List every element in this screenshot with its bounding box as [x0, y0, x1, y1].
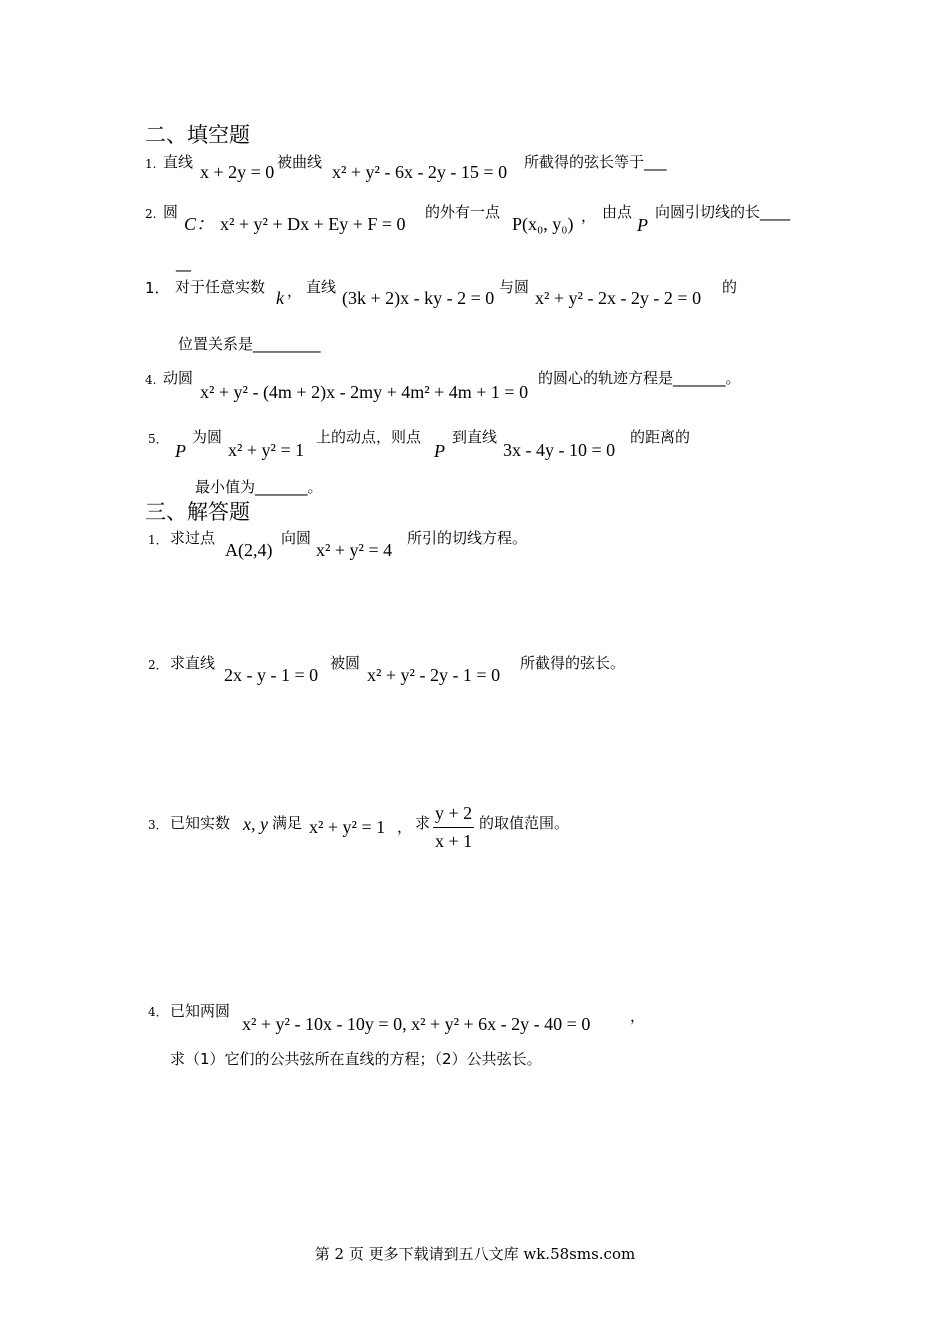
- question-text: 所截得的弦长等于___: [524, 153, 667, 171]
- question-text: 对于任意实数: [175, 278, 266, 296]
- question-text: 圆: [163, 203, 179, 221]
- point: P(x₀, y₀): [512, 214, 574, 234]
- equation: x² + y² - (4m + 2)x - 2my + 4m² + 4m + 1 = 0: [200, 382, 529, 402]
- question-text: 所截得的弦长。: [520, 654, 626, 672]
- question-text-line2: 求（1）它们的公共弦所在直线的方程；（2）公共弦长。: [170, 1050, 542, 1068]
- question-text: 求: [415, 814, 431, 832]
- question-number: 3．: [148, 818, 168, 832]
- equation: x² + y² - 2y - 1 = 0: [367, 665, 501, 685]
- equation: x² + y² - 2x - 2y - 2 = 0: [535, 288, 702, 308]
- question-number: 2．: [148, 658, 168, 672]
- question-text: 求过点: [170, 529, 216, 547]
- question-number: 2.: [145, 207, 157, 221]
- equation: x² + y² + Dx + Ey + F = 0: [220, 214, 406, 234]
- question-text-line2: 位置关系是_________: [178, 335, 321, 353]
- equation: (3k + 2)x - ky - 2 = 0: [342, 288, 495, 308]
- question-text: 被曲线: [277, 153, 323, 171]
- question-text: 向圆: [281, 529, 312, 547]
- blank-continuation: __: [176, 254, 191, 272]
- punctuation: ，: [397, 818, 413, 836]
- question-text: 的取值范围。: [479, 814, 570, 832]
- equation: x² + y² = 1: [228, 440, 305, 460]
- section-title-answer: 三、解答题: [145, 500, 250, 524]
- question-text: 被圆: [330, 654, 361, 672]
- fraction-numerator: y + 2: [435, 803, 473, 823]
- punctuation: ，: [581, 207, 597, 225]
- fraction-bar: [433, 827, 474, 828]
- point-label: P: [434, 441, 445, 461]
- equation: 3x - 4y - 10 = 0: [503, 440, 616, 460]
- variable: k: [276, 288, 284, 308]
- variables: x, y: [243, 814, 268, 834]
- point-label: P: [175, 441, 186, 461]
- question-number: 1．: [145, 279, 170, 297]
- question-text: 向圆引切线的长____: [655, 203, 791, 221]
- question-text-line2: 最小值为_______。: [195, 478, 323, 496]
- equation: x + 2y = 0: [200, 162, 275, 182]
- circle-label: C：: [184, 214, 215, 234]
- punctuation: ，: [630, 1007, 646, 1025]
- question-text: 的圆心的轨迹方程是_______。: [538, 369, 741, 387]
- section-title-fill-in: 二、填空题: [145, 123, 250, 147]
- question-text: 的外有一点: [425, 203, 501, 221]
- equation: x² + y² - 10x - 10y = 0, x² + y² + 6x - 2y - 40 = 0: [242, 1014, 591, 1034]
- question-text: 为圆: [192, 428, 223, 446]
- question-text: 所引的切线方程。: [407, 529, 528, 547]
- equation: 2x - y - 1 = 0: [224, 665, 319, 685]
- question-text: 到直线: [452, 428, 498, 446]
- punctuation: ，: [287, 282, 303, 300]
- equation: x² + y² - 6x - 2y - 15 = 0: [332, 162, 508, 182]
- question-text: 已知两圆: [170, 1002, 231, 1020]
- question-text: 直线: [163, 153, 194, 171]
- question-text: 动圆: [163, 369, 194, 387]
- question-number: 1.: [145, 157, 157, 171]
- question-text: 直线: [306, 278, 337, 296]
- question-number: 5．: [148, 432, 168, 446]
- fraction: [433, 803, 474, 852]
- point: A(2,4): [225, 540, 273, 560]
- equation: x² + y² = 1: [309, 817, 386, 837]
- question-text: 的: [722, 278, 738, 296]
- question-text: 上的动点，则点: [316, 428, 422, 446]
- point-label: P: [637, 215, 648, 235]
- question-number: 4．: [148, 1005, 168, 1019]
- question-text: 由点: [602, 203, 633, 221]
- question-text: 求直线: [170, 654, 216, 672]
- question-number: 4.: [145, 373, 157, 387]
- question-number: 1．: [148, 533, 168, 547]
- fraction-denominator: x + 1: [435, 831, 473, 851]
- equation: x² + y² = 4: [316, 540, 393, 560]
- question-text: 已知实数: [170, 814, 231, 832]
- question-text: 满足: [272, 814, 303, 832]
- question-text: 的距离的: [630, 428, 691, 446]
- page-footer: 第 2 页 更多下载请到五八文库 wk.58sms.com: [314, 1245, 636, 1263]
- question-text: 与圆: [499, 278, 530, 296]
